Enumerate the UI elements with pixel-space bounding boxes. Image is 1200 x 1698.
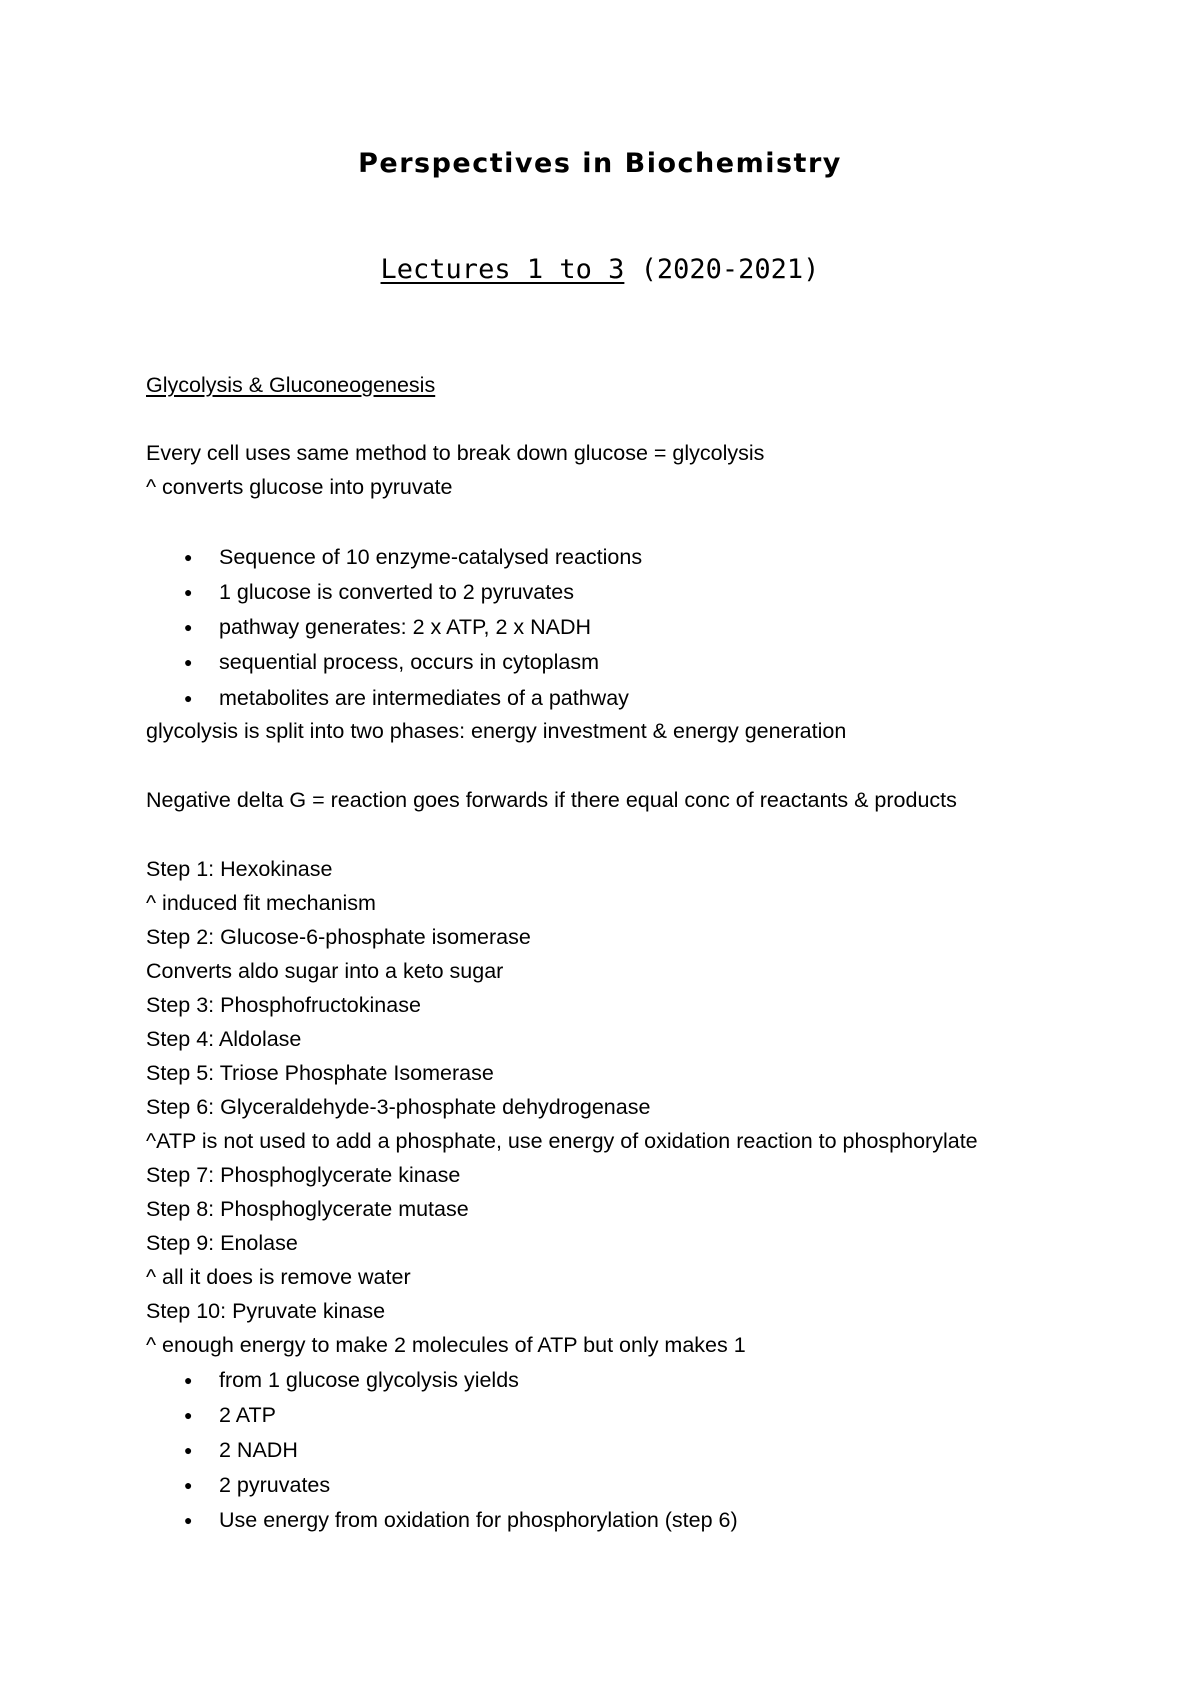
- step-note: ^ induced fit mechanism: [146, 891, 376, 915]
- bullet-icon: ●: [184, 1512, 193, 1528]
- subtitle-years: (2020-2021): [624, 254, 820, 285]
- step-note: Converts aldo sugar into a keto sugar: [146, 959, 504, 983]
- list-item: pathway generates: 2 x ATP, 2 x NADH: [219, 615, 592, 639]
- intro-line: ^ converts glucose into pyruvate: [146, 475, 453, 499]
- section-heading: Glycolysis & Gluconeogenesis: [146, 373, 436, 397]
- list-item: 2 pyruvates: [219, 1473, 331, 1497]
- bullet-icon: ●: [184, 619, 193, 635]
- subtitle-lectures: Lectures 1 to 3: [380, 254, 625, 285]
- list-item: metabolites are intermediates of a pathway: [219, 686, 629, 710]
- list-item: sequential process, occurs in cytoplasm: [219, 650, 600, 674]
- step-line: Step 10: Pyruvate kinase: [146, 1299, 386, 1323]
- step-line: Step 1: Hexokinase: [146, 857, 333, 881]
- step-note: ^ all it does is remove water: [146, 1265, 411, 1289]
- step-note: ^ enough energy to make 2 molecules of ATP but only makes 1: [146, 1333, 746, 1357]
- bullet-icon: ●: [184, 1407, 193, 1423]
- step-line: Step 9: Enolase: [146, 1231, 298, 1255]
- document-title: Perspectives in Biochemistry: [358, 148, 842, 179]
- bullet-icon: ●: [184, 584, 193, 600]
- delta-g-line: Negative delta G = reaction goes forwards if there equal conc of reactants & products: [146, 788, 957, 812]
- bullet-icon: ●: [184, 1442, 193, 1458]
- phases-line: glycolysis is split into two phases: energy investment & energy generation: [146, 719, 847, 743]
- bullet-icon: ●: [184, 1477, 193, 1493]
- step-line: Step 2: Glucose-6-phosphate isomerase: [146, 925, 531, 949]
- list-item: Use energy from oxidation for phosphorylation (step 6): [219, 1508, 738, 1532]
- step-line: Step 5: Triose Phosphate Isomerase: [146, 1061, 494, 1085]
- step-line: Step 8: Phosphoglycerate mutase: [146, 1197, 469, 1221]
- list-item: 1 glucose is converted to 2 pyruvates: [219, 580, 574, 604]
- bullet-icon: ●: [184, 690, 193, 706]
- bullet-icon: ●: [184, 654, 193, 670]
- step-line: Step 3: Phosphofructokinase: [146, 993, 421, 1017]
- step-line: Step 7: Phosphoglycerate kinase: [146, 1163, 461, 1187]
- step-line: Step 4: Aldolase: [146, 1027, 302, 1051]
- list-item: 2 ATP: [219, 1403, 276, 1427]
- bullet-icon: ●: [184, 1372, 193, 1388]
- list-item: from 1 glucose glycolysis yields: [219, 1368, 519, 1392]
- list-item: 2 NADH: [219, 1438, 298, 1462]
- document-subtitle: [0, 250, 1200, 290]
- intro-line: Every cell uses same method to break down glucose = glycolysis: [146, 441, 765, 465]
- bullet-icon: ●: [184, 549, 193, 565]
- list-item: Sequence of 10 enzyme-catalysed reactions: [219, 545, 643, 569]
- step-note: ^ATP is not used to add a phosphate, use energy of oxidation reaction to phosphorylate: [146, 1129, 978, 1153]
- step-line: Step 6: Glyceraldehyde-3-phosphate dehydrogenase: [146, 1095, 651, 1119]
